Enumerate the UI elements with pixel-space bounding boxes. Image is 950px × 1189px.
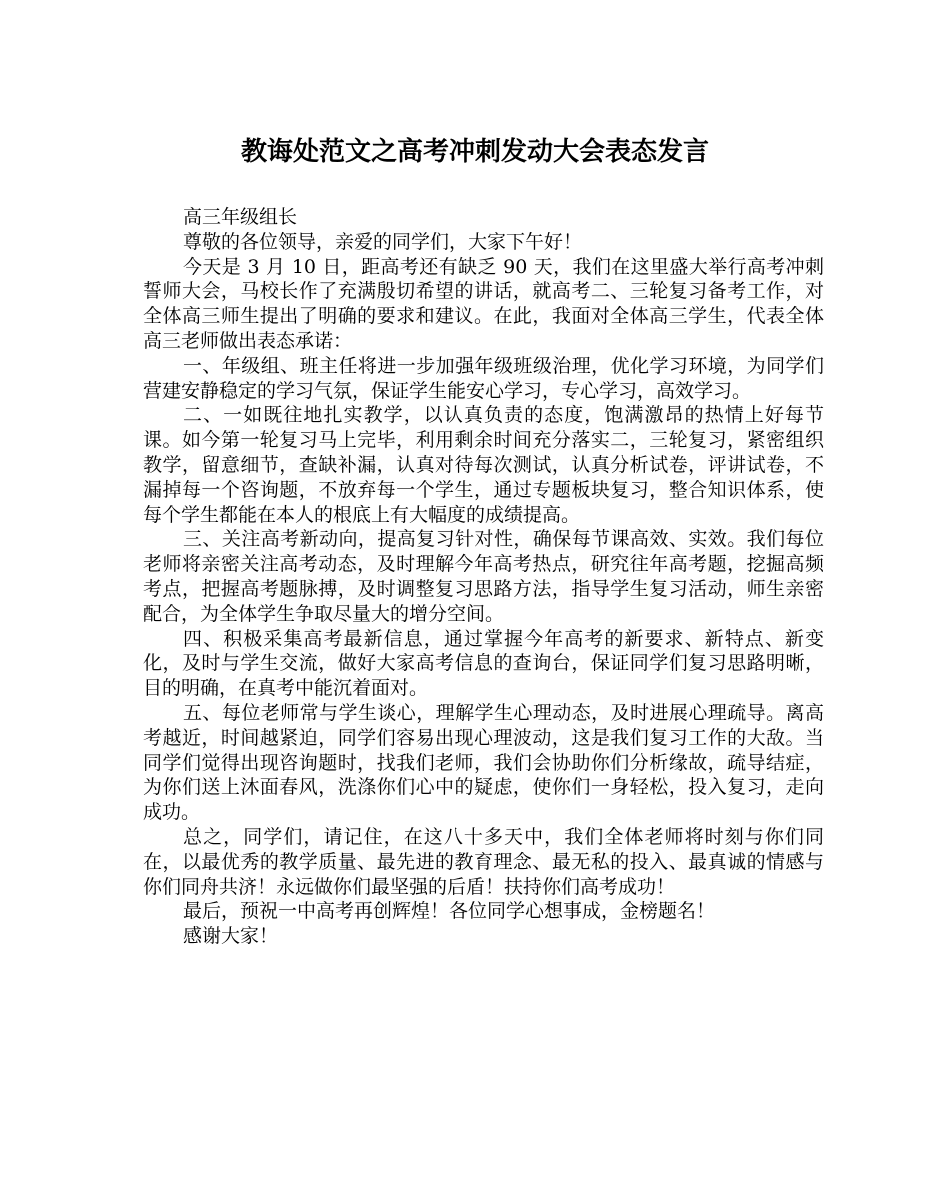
intro-paragraph: 今天是 3 月 10 日，距高考还有缺乏 90 天，我们在这里盛大举行高考冲刺誓师大会，马校长作了充满殷切希望的讲话，就高考二、三轮复习备考工作，对全体高三师生提出了明确的要求和建议。在此，我面对全体高三学生，代表全体高三老师做出表态承诺： bbox=[143, 255, 824, 352]
pledge-paragraph-3: 三、关注高考新动向，提高复习针对性，确保每节课高效、实效。我们每位老师将亲密关注高考动态，及时理解今年高考热点，研究往年高考题，挖掘高频考点，把握高考题脉搏，及时调整复习思路方法，指导学生复习活动，师生亲密配合，为全体学生争取尽量大的增分空间。 bbox=[143, 528, 824, 625]
wishes-paragraph: 最后，预祝一中高考再创辉煌！各位同学心想事成，金榜题名！ bbox=[183, 900, 716, 923]
thanks-paragraph: 感谢大家！ bbox=[183, 925, 279, 948]
pledge-paragraph-4: 四、积极采集高考最新信息，通过掌握今年高考的新要求、新特点、新变化，及时与学生交流，做好大家高考信息的查询台，保证同学们复习思路明晰，目的明确，在真考中能沉着面对。 bbox=[143, 627, 824, 700]
document-body bbox=[143, 205, 824, 949]
pledge-paragraph-2: 二、一如既往地扎实教学，以认真负责的态度，饱满激昂的热情上好每节课。如今第一轮复习马上完毕，利用剩余时间充分落实二，三轮复习，紧密组织教学，留意细节，查缺补漏，认真对待每次测试，认真分析试卷，评讲试卷，不漏掉每一个咨询题，不放弃每一个学生，通过专题板块复习，整合知识体系，使每个学生都能在本人的根底上有大幅度的成绩提高。 bbox=[143, 404, 824, 526]
summary-paragraph: 总之，同学们，请记住，在这八十多天中，我们全体老师将时刻与你们同在，以最优秀的教学质量、最先进的教育理念、最无私的投入、最真诚的情感与你们同舟共济！永远做你们最坚强的后盾！扶持你们高考成功！ bbox=[143, 825, 824, 898]
pledge-paragraph-5: 五、每位老师常与学生谈心，理解学生心理动态，及时进展心理疏导。离高考越近，时间越紧迫，同学们容易出现心理波动，这是我们复习工作的大敌。当同学们觉得出现咨询题时，找我们老师，我们会协助你们分析缘故，疏导结症，为你们送上沐面春风，洗涤你们心中的疑虑，使你们一身轻松，投入复习，走向成功。 bbox=[143, 701, 824, 824]
document-title: 教诲处范文之高考冲刺发动大会表态发言 bbox=[240, 137, 709, 167]
pledge-paragraph-1: 一、年级组、班主任将进一步加强年级班级治理，优化学习环境，为同学们营建安静稳定的学习气氛，保证学生能安心学习，专心学习，高效学习。 bbox=[143, 354, 824, 402]
greeting-paragraph: 尊敬的各位领导，亲爱的同学们，大家下午好！ bbox=[183, 230, 583, 253]
author-line: 高三年级组长 bbox=[183, 206, 298, 228]
